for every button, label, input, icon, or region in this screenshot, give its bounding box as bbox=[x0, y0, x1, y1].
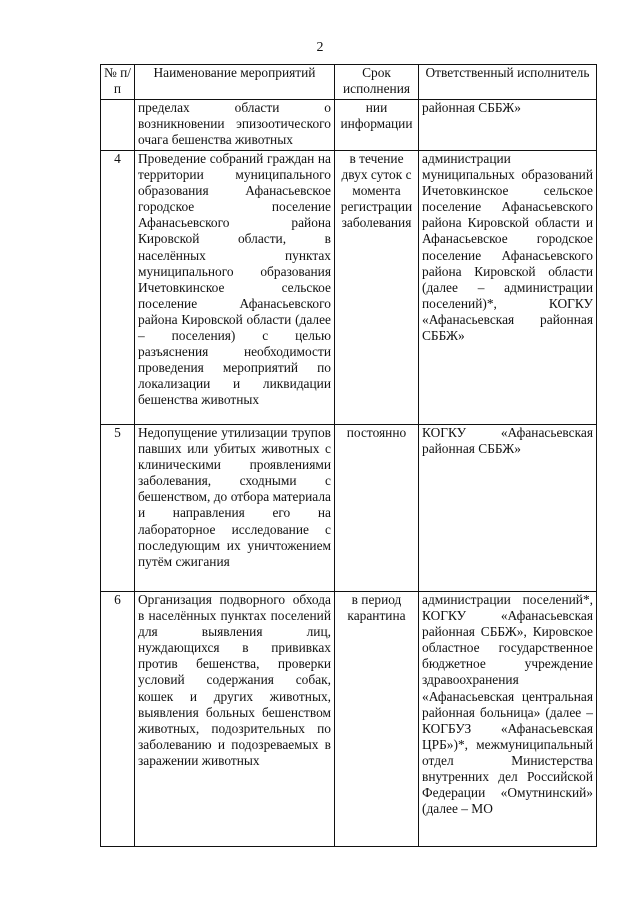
header-name: Наименование мероприятий bbox=[135, 65, 335, 100]
row-num: 5 bbox=[101, 425, 135, 592]
row-term: в течение двух суток с момента регистрации заболевания bbox=[335, 151, 419, 425]
table-row-6 bbox=[101, 592, 597, 847]
row-term: нии информации bbox=[335, 100, 419, 151]
row-responsible: КОГКУ «Афанасьевская районная СББЖ» bbox=[419, 425, 597, 592]
row-term: постоянно bbox=[335, 425, 419, 592]
header-num: № п/п bbox=[101, 65, 135, 100]
row-num bbox=[101, 100, 135, 151]
row-name: Проведение собраний граждан на территории муниципального образования Афанасьевское городское поселение Афанасьевского района Кировской области, в населённых пунктах муниципального образования Ичетовкинское сельское поселение Афанасьевского района Кировской области (далее – поселения) с целью разъяснения необходимости проведения мероприятий по локализации и ликвидации бешенства животных bbox=[135, 151, 335, 425]
page-number: 2 bbox=[316, 40, 324, 55]
measures-table bbox=[100, 64, 597, 847]
row-responsible: районная СББЖ» bbox=[419, 100, 597, 151]
table-row-4 bbox=[101, 151, 597, 425]
header-responsible: Ответственный исполнитель bbox=[419, 65, 597, 100]
row-num: 6 bbox=[101, 592, 135, 847]
table-row-5 bbox=[101, 425, 597, 592]
table-row-continued bbox=[101, 100, 597, 151]
row-responsible: администрации поселений*, КОГКУ «Афанасьевская районная СББЖ», Кировское областное государственное бюджетное учреждение здравоохранения «Афанасьевская центральная районная больница» (далее – КОГБУЗ «Афанасьевская ЦРБ»)*, межмуниципальный отдел Министерства внутренних дел Российской Федерации «Омутнинский» (далее – МО bbox=[419, 592, 597, 847]
table-header-row bbox=[101, 65, 597, 100]
row-name: Организация подворного обхода в населённых пунктах поселений для выявления лиц, нуждающихся в прививках против бешенства, проверки условий содержания собак, кошек и других животных, выявления больных бешенством животных, подозрительных по заболеванию и подозреваемых в заражении животных bbox=[135, 592, 335, 847]
row-num: 4 bbox=[101, 151, 135, 425]
row-name: Недопущение утилизации трупов павших или убитых животных с клиническими проявлениями заболевания, сходными с бешенством, до отбора материала и направления его на лабораторное исследование с последующим их уничтожением путём сжигания bbox=[135, 425, 335, 592]
header-term: Срок исполнения bbox=[335, 65, 419, 100]
row-term: в период карантина bbox=[335, 592, 419, 847]
row-name: пределах области о возникновении эпизоотического очага бешенства животных bbox=[135, 100, 335, 151]
row-responsible: администрации муниципальных образований Ичетовкинское сельское поселение Афанасьевского района Кировской области и Афанасьевское городское поселение Афанасьевского района Кировской области (далее – администрации поселений)*, КОГКУ «Афанасьевская районная СББЖ» bbox=[419, 151, 597, 425]
